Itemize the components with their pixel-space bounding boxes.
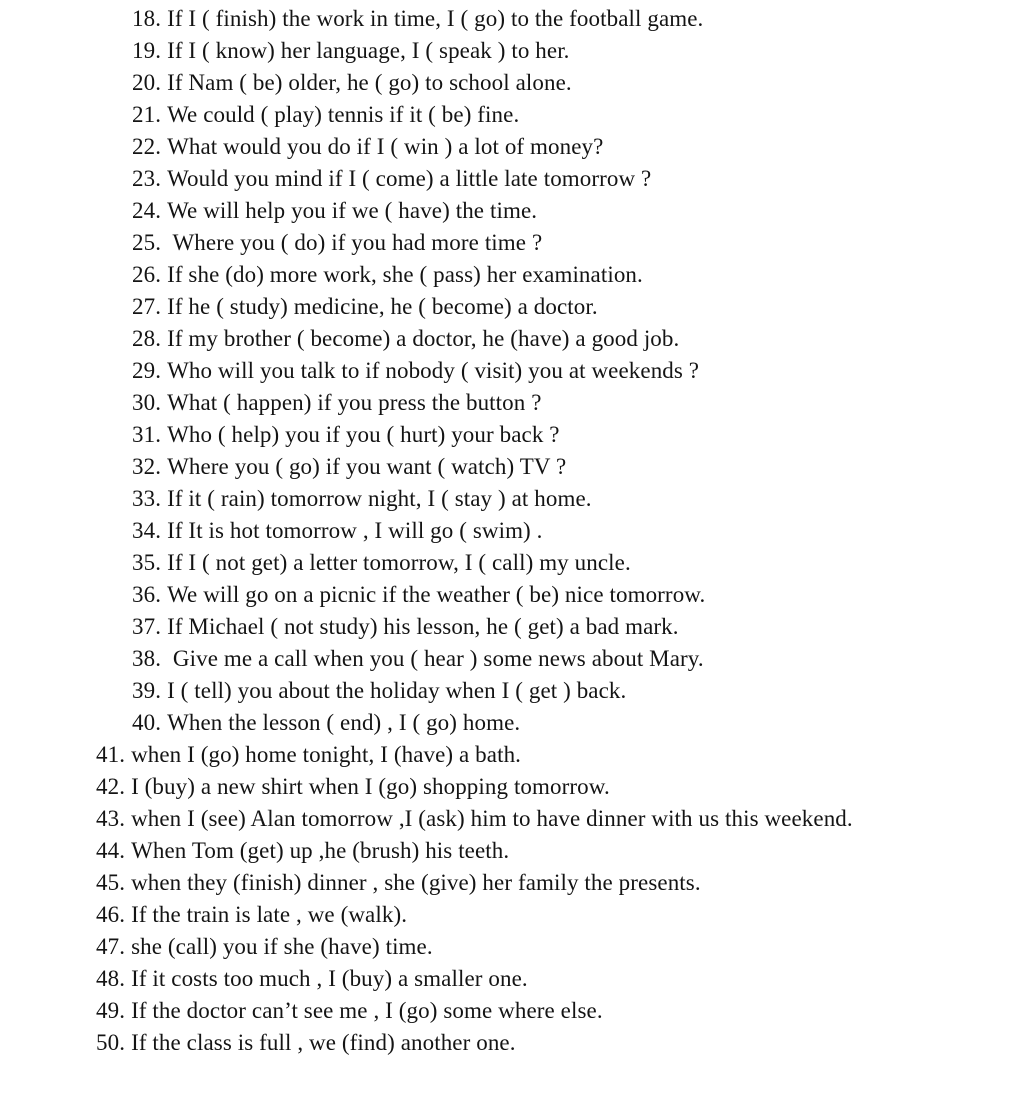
exercise-text: If I ( know) her language, I ( speak ) to her.	[167, 38, 570, 63]
exercise-number: 47.	[96, 934, 126, 959]
exercise-number: 28.	[132, 326, 162, 351]
exercise-text: Who ( help) you if you ( hurt) your back ?	[167, 422, 560, 447]
exercise-number: 38.	[132, 646, 162, 671]
exercise-text: I (buy) a new shirt when I (go) shopping tomorrow.	[131, 774, 610, 799]
exercise-text: If It is hot tomorrow , I will go ( swim) .	[167, 518, 543, 543]
exercise-item-35	[0, 547, 1024, 579]
exercise-item-24	[0, 195, 1024, 227]
exercise-number: 25.	[132, 230, 162, 255]
exercise-text: If it costs too much , I (buy) a smaller one.	[131, 966, 528, 991]
exercise-number: 43.	[96, 806, 126, 831]
exercise-number: 26.	[132, 262, 162, 287]
exercise-number: 42.	[96, 774, 126, 799]
exercise-item-31	[0, 419, 1024, 451]
exercise-number: 44.	[96, 838, 126, 863]
exercise-number: 49.	[96, 998, 126, 1023]
exercise-number: 40.	[132, 710, 162, 735]
exercise-text: We could ( play) tennis if it ( be) fine.	[167, 102, 520, 127]
exercise-text: I ( tell) you about the holiday when I ( get ) back.	[167, 678, 627, 703]
exercise-item-48	[0, 963, 1024, 995]
exercise-item-34	[0, 515, 1024, 547]
exercise-item-28	[0, 323, 1024, 355]
exercise-number: 45.	[96, 870, 126, 895]
exercise-text: Would you mind if I ( come) a little late tomorrow ?	[167, 166, 652, 191]
exercise-number: 36.	[132, 582, 162, 607]
exercise-item-42	[0, 771, 1024, 803]
exercise-number: 19.	[132, 38, 162, 63]
exercise-text: Give me a call when you ( hear ) some news about Mary.	[167, 646, 704, 671]
exercise-number: 20.	[132, 70, 162, 95]
exercise-text: If my brother ( become) a doctor, he (have) a good job.	[167, 326, 680, 351]
exercise-number: 23.	[132, 166, 162, 191]
exercise-text: Where you ( do) if you had more time ?	[167, 230, 543, 255]
exercise-item-46	[0, 899, 1024, 931]
exercise-text: What would you do if I ( win ) a lot of money?	[167, 134, 604, 159]
exercise-number: 33.	[132, 486, 162, 511]
exercise-number: 35.	[132, 550, 162, 575]
exercise-number: 31.	[132, 422, 162, 447]
exercise-text: she (call) you if she (have) time.	[131, 934, 433, 959]
exercise-item-44	[0, 835, 1024, 867]
exercise-item-41	[0, 739, 1024, 771]
exercise-text: If the class is full , we (find) another one.	[131, 1030, 516, 1055]
exercise-text: Who will you talk to if nobody ( visit) you at weekends ?	[167, 358, 700, 383]
exercise-item-22	[0, 131, 1024, 163]
exercise-number: 41.	[96, 742, 126, 767]
exercise-item-29	[0, 355, 1024, 387]
exercise-text: We will help you if we ( have) the time.	[167, 198, 538, 223]
exercise-item-27	[0, 291, 1024, 323]
exercise-text: If the doctor can’t see me , I (go) some where else.	[131, 998, 603, 1023]
exercise-item-20	[0, 67, 1024, 99]
exercise-text: When Tom (get) up ,he (brush) his teeth.	[131, 838, 510, 863]
exercise-item-40	[0, 707, 1024, 739]
exercise-list	[0, 3, 1024, 1059]
exercise-number: 30.	[132, 390, 162, 415]
exercise-text: What ( happen) if you press the button ?	[167, 390, 542, 415]
exercise-item-30	[0, 387, 1024, 419]
exercise-item-33	[0, 483, 1024, 515]
exercise-item-49	[0, 995, 1024, 1027]
exercise-text: Where you ( go) if you want ( watch) TV ?	[167, 454, 567, 479]
exercise-number: 18.	[132, 6, 162, 31]
exercise-item-38	[0, 643, 1024, 675]
exercise-number: 24.	[132, 198, 162, 223]
exercise-text: If the train is late , we (walk).	[131, 902, 408, 927]
exercise-text: If it ( rain) tomorrow night, I ( stay ) at home.	[167, 486, 592, 511]
exercise-item-37	[0, 611, 1024, 643]
exercise-text: If I ( finish) the work in time, I ( go) to the football game.	[167, 6, 704, 31]
exercise-item-18	[0, 3, 1024, 35]
exercise-text: If Michael ( not study) his lesson, he ( get) a bad mark.	[167, 614, 679, 639]
exercise-text: when they (finish) dinner , she (give) her family the presents.	[131, 870, 701, 895]
exercise-text: When the lesson ( end) , I ( go) home.	[167, 710, 521, 735]
exercise-number: 48.	[96, 966, 126, 991]
exercise-text: We will go on a picnic if the weather ( be) nice tomorrow.	[167, 582, 706, 607]
exercise-number: 22.	[132, 134, 162, 159]
exercise-text: when I (see) Alan tomorrow ,I (ask) him to have dinner with us this weekend.	[131, 806, 853, 831]
exercise-item-45	[0, 867, 1024, 899]
exercise-number: 39.	[132, 678, 162, 703]
exercise-number: 34.	[132, 518, 162, 543]
exercise-number: 37.	[132, 614, 162, 639]
exercise-number: 50.	[96, 1030, 126, 1055]
exercise-item-36	[0, 579, 1024, 611]
exercise-number: 21.	[132, 102, 162, 127]
exercise-item-32	[0, 451, 1024, 483]
exercise-number: 46.	[96, 902, 126, 927]
exercise-item-21	[0, 99, 1024, 131]
exercise-text: If Nam ( be) older, he ( go) to school alone.	[167, 70, 572, 95]
exercise-item-25	[0, 227, 1024, 259]
exercise-item-26	[0, 259, 1024, 291]
exercise-text: If he ( study) medicine, he ( become) a doctor.	[167, 294, 598, 319]
exercise-text: If she (do) more work, she ( pass) her examination.	[167, 262, 643, 287]
exercise-item-19	[0, 35, 1024, 67]
exercise-number: 32.	[132, 454, 162, 479]
exercise-number: 27.	[132, 294, 162, 319]
exercise-number: 29.	[132, 358, 162, 383]
exercise-item-23	[0, 163, 1024, 195]
exercise-item-50	[0, 1027, 1024, 1059]
exercise-text: when I (go) home tonight, I (have) a bath.	[131, 742, 522, 767]
exercise-text: If I ( not get) a letter tomorrow, I ( call) my uncle.	[167, 550, 631, 575]
exercise-item-47	[0, 931, 1024, 963]
exercise-item-39	[0, 675, 1024, 707]
exercise-item-43	[0, 803, 1024, 835]
